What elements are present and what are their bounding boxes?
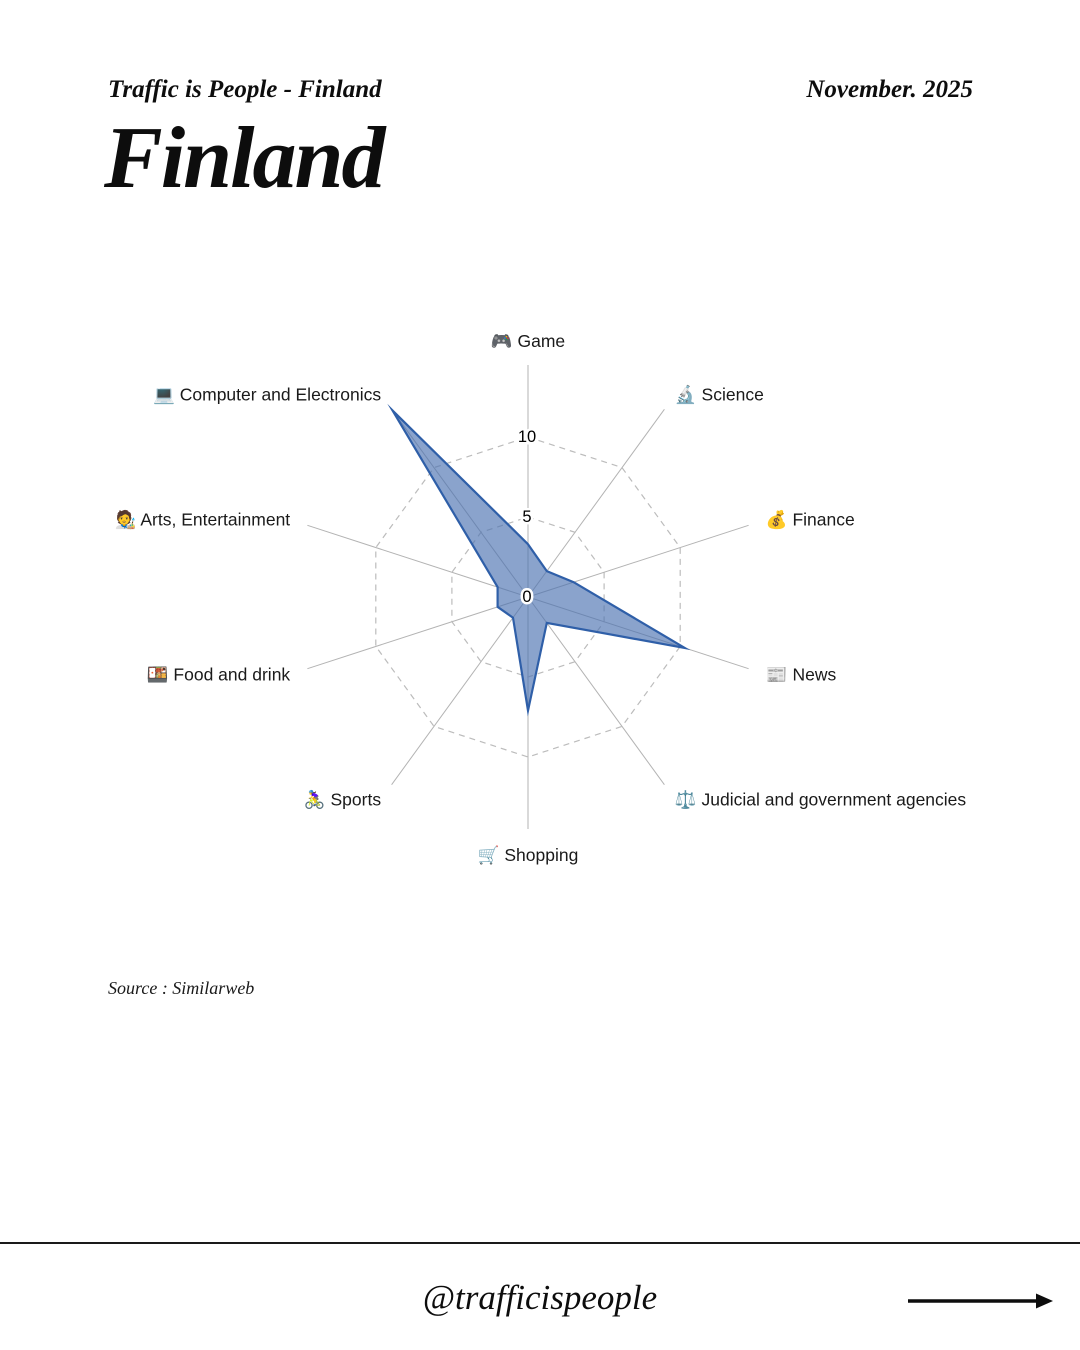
category-label: 🛒 Shopping (477, 845, 579, 865)
category-label: 🧑‍🎨 Arts, Entertainment (114, 509, 291, 530)
radar-chart (0, 300, 1080, 980)
social-handle: @trafficispeople (422, 1278, 658, 1317)
axis-line (392, 597, 528, 785)
category-label: 🍱 Food and drink (146, 664, 291, 685)
source-note: Source : Similarweb (108, 978, 255, 998)
tick-label: 10 (517, 428, 537, 446)
tick-label: 0 (522, 588, 532, 606)
tick-label: 5 (522, 508, 532, 526)
category-label: 📰 News (765, 664, 837, 685)
category-label: 💰 Finance (765, 509, 855, 530)
footer-divider (0, 1242, 1080, 1244)
category-label: ⚖️ Judicial and government agencies (674, 789, 967, 810)
axis-line (528, 409, 664, 597)
right-arrow-icon (905, 1290, 1055, 1317)
report-date: November. 2025 (806, 76, 973, 103)
page-title: Finland (104, 110, 384, 207)
axis-line (307, 597, 528, 669)
category-label: 🎮 Game (490, 331, 566, 351)
category-label: 💻 Computer and Electronics (153, 384, 382, 405)
report-kicker: Traffic is People - Finland (108, 76, 382, 103)
category-label: 🔬 Science (674, 384, 764, 405)
category-label: 🚴‍♀️ Sports (303, 789, 382, 810)
